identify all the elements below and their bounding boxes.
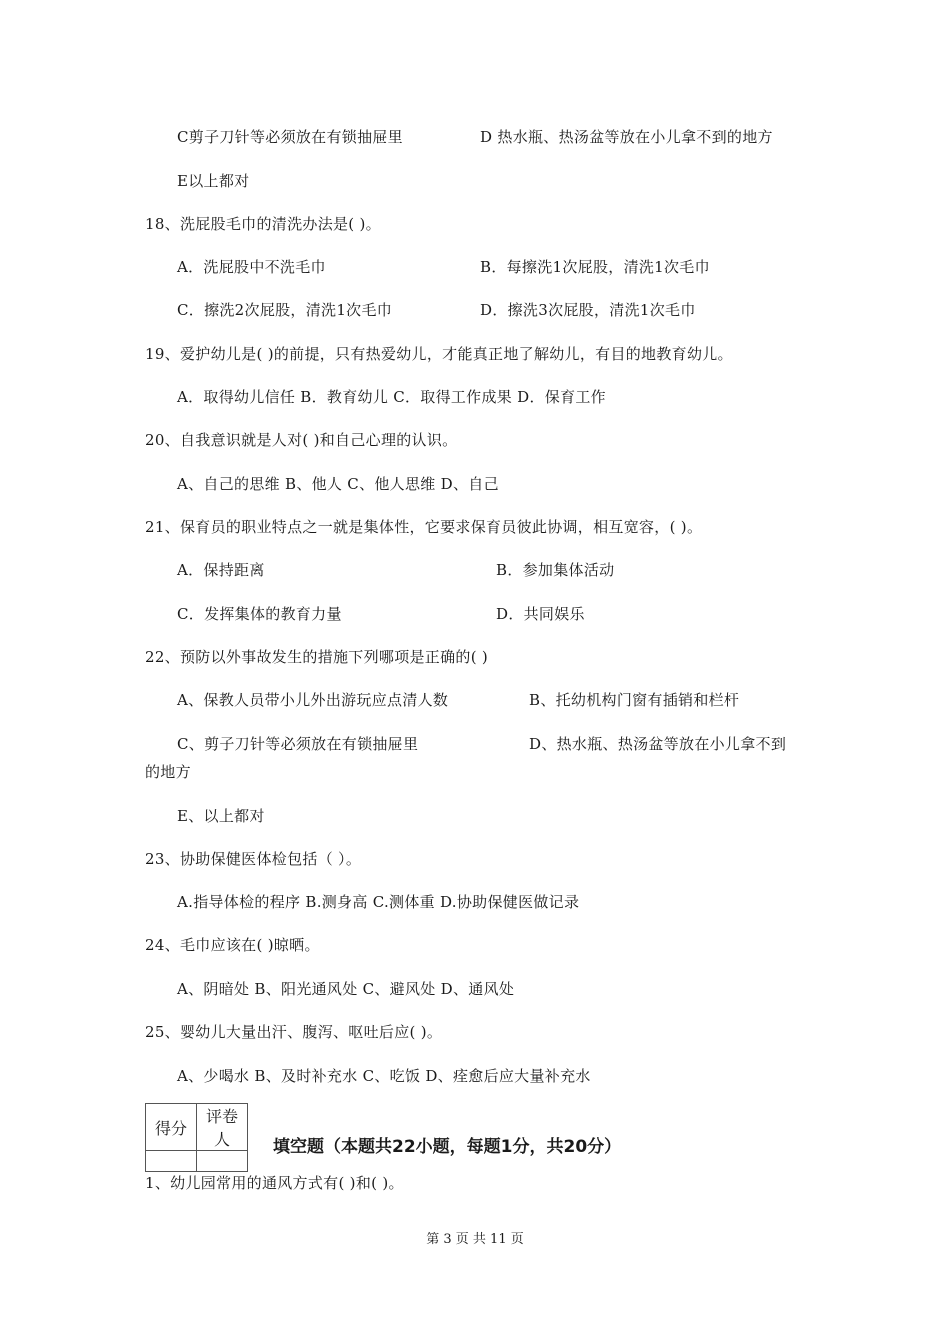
- option-q21-c: C．发挥集体的教育力量: [177, 605, 342, 623]
- question-20: 20、自我意识就是人对( )和自己心理的认识。: [145, 431, 458, 449]
- option-q22-c: C、剪子刀针等必须放在有锁抽屉里: [177, 735, 419, 753]
- options-q20: A、自己的思维 B、他人 C、他人思维 D、自己: [177, 475, 499, 493]
- option-q18-d: D．擦洗3次屁股，清洗1次毛巾: [480, 301, 696, 319]
- fill-question-1: 1、幼儿园常用的通风方式有( )和( )。: [145, 1174, 404, 1192]
- question-23: 23、协助保健医体检包括（ ）。: [145, 850, 362, 868]
- question-21: 21、保育员的职业特点之一就是集体性，它要求保育员彼此协调，相互宽容，( )。: [145, 518, 703, 536]
- page-footer: 第 3 页 共 11 页: [426, 1232, 524, 1247]
- score-label: 得分: [146, 1104, 197, 1151]
- reviewer-cell: [197, 1151, 248, 1172]
- option-q17-d: D 热水瓶、热汤盆等放在小儿拿不到的地方: [480, 128, 773, 146]
- option-q22-a: A、保教人员带小儿外出游玩应点清人数: [177, 691, 449, 709]
- option-q17-e: E以上都对: [177, 172, 250, 190]
- section-title: 填空题（本题共22小题，每题1分，共20分）: [273, 1137, 622, 1157]
- score-cell: [146, 1151, 197, 1172]
- option-q21-a: A．保持距离: [177, 561, 265, 579]
- option-q18-c: C．擦洗2次屁股，清洗1次毛巾: [177, 301, 393, 319]
- option-q22-d-cont: 的地方: [145, 763, 191, 781]
- options-q19: A．取得幼儿信任 B．教育幼儿 C．取得工作成果 D．保育工作: [177, 388, 606, 406]
- option-q22-e: E、以上都对: [177, 807, 265, 825]
- score-box: [145, 1103, 248, 1172]
- question-25: 25、婴幼儿大量出汗、腹泻、呕吐后应( )。: [145, 1023, 443, 1041]
- reviewer-label: 评卷人: [197, 1104, 248, 1151]
- option-q17-c: C剪子刀针等必须放在有锁抽屉里: [177, 128, 403, 146]
- option-q21-d: D．共同娱乐: [496, 605, 585, 623]
- question-22: 22、预防以外事故发生的措施下列哪项是正确的( ): [145, 648, 489, 666]
- option-q18-b: B．每擦洗1次屁股，清洗1次毛巾: [480, 258, 710, 276]
- option-q18-a: A．洗屁股中不洗毛巾: [177, 258, 326, 276]
- option-q21-b: B．参加集体活动: [496, 561, 615, 579]
- options-q24: A、阴暗处 B、阳光通风处 C、避风处 D、通风处: [177, 980, 515, 998]
- question-19: 19、爱护幼儿是( )的前提，只有热爱幼儿，才能真正地了解幼儿，有目的地教育幼儿。: [145, 345, 733, 363]
- question-24: 24、毛巾应该在( )晾晒。: [145, 936, 320, 954]
- options-q25: A、少喝水 B、及时补充水 C、吃饭 D、痊愈后应大量补充水: [177, 1067, 591, 1085]
- options-q23: A.指导体检的程序 B.测身高 C.测体重 D.协助保健医做记录: [177, 893, 580, 911]
- option-q22-b: B、托幼机构门窗有插销和栏杆: [529, 691, 740, 709]
- question-18: 18、洗屁股毛巾的清洗办法是( )。: [145, 215, 381, 233]
- option-q22-d: D、热水瓶、热汤盆等放在小儿拿不到: [529, 735, 787, 753]
